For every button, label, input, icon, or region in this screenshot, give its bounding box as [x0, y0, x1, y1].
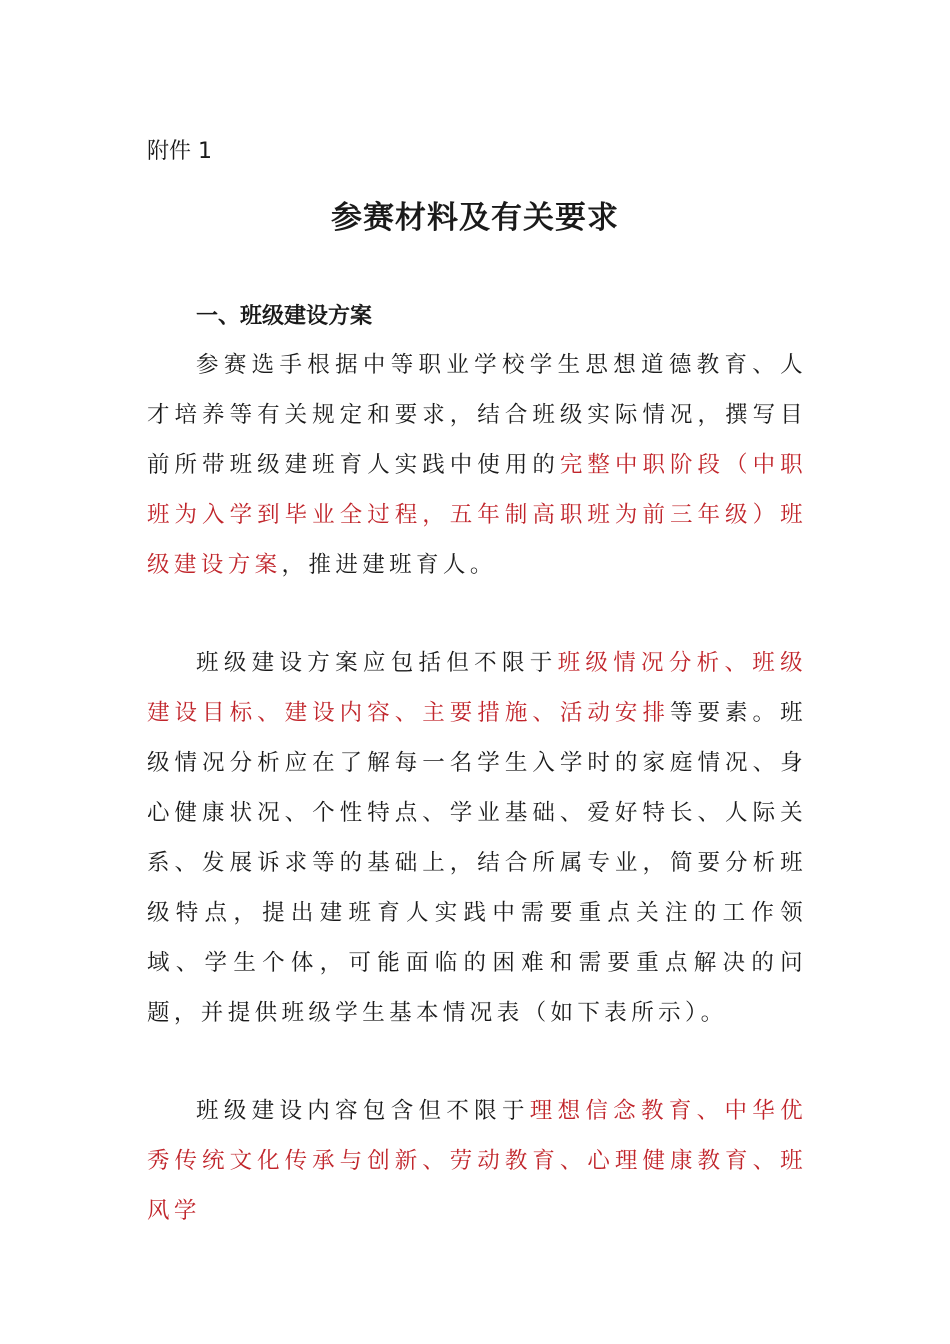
- paragraph-2-text-2: 等要素。班级情况分析应在了解每一名学生入学时的家庭情况、身心健康状况、个性特点、学业基础、爱好特长、人际关系、发展诉求等的基础上，结合所属专业，简要分析班级特点，提出建班育人实践中需要重点关注的工作领域、学生个体，可能面临的困难和需要重点解决的问题，并提供班级学生基本情况表（如下表所示）。: [147, 700, 807, 1026]
- paragraph-1-text-2: ，推进建班育人。: [281, 552, 497, 578]
- paragraph-1-text-1: 参赛选手根据中等职业学校学生思想道德教育、人才培养等有关规定和要求，结合班级实际情况，撰写目前所带班级建班育人实践中使用的: [147, 352, 807, 478]
- document-title: 参赛材料及有关要求: [331, 200, 619, 236]
- paragraph-2: [147, 638, 807, 1038]
- paragraph-1: [147, 340, 807, 590]
- paragraph-3-highlight: 理想信念教育、中华优秀传统文化传承与创新、劳动教育、心理健康教育、班风学: [147, 1098, 807, 1224]
- paragraph-1-highlight: 完整中职阶段（中职班为入学到毕业全过程，五年制高职班为前三年级）班级建设方案: [147, 452, 807, 578]
- attachment-label: 附件 1: [147, 139, 212, 164]
- paragraph-3-text-1: 班级建设内容包含但不限于: [196, 1098, 530, 1124]
- paragraph-3: [147, 1086, 807, 1236]
- paragraph-2-highlight: 班级情况分析、班级建设目标、建设内容、主要措施、活动安排: [147, 650, 808, 726]
- section-heading: 一、班级建设方案: [196, 304, 373, 329]
- paragraph-2-text-1: 班级建设方案应包括但不限于: [196, 650, 558, 676]
